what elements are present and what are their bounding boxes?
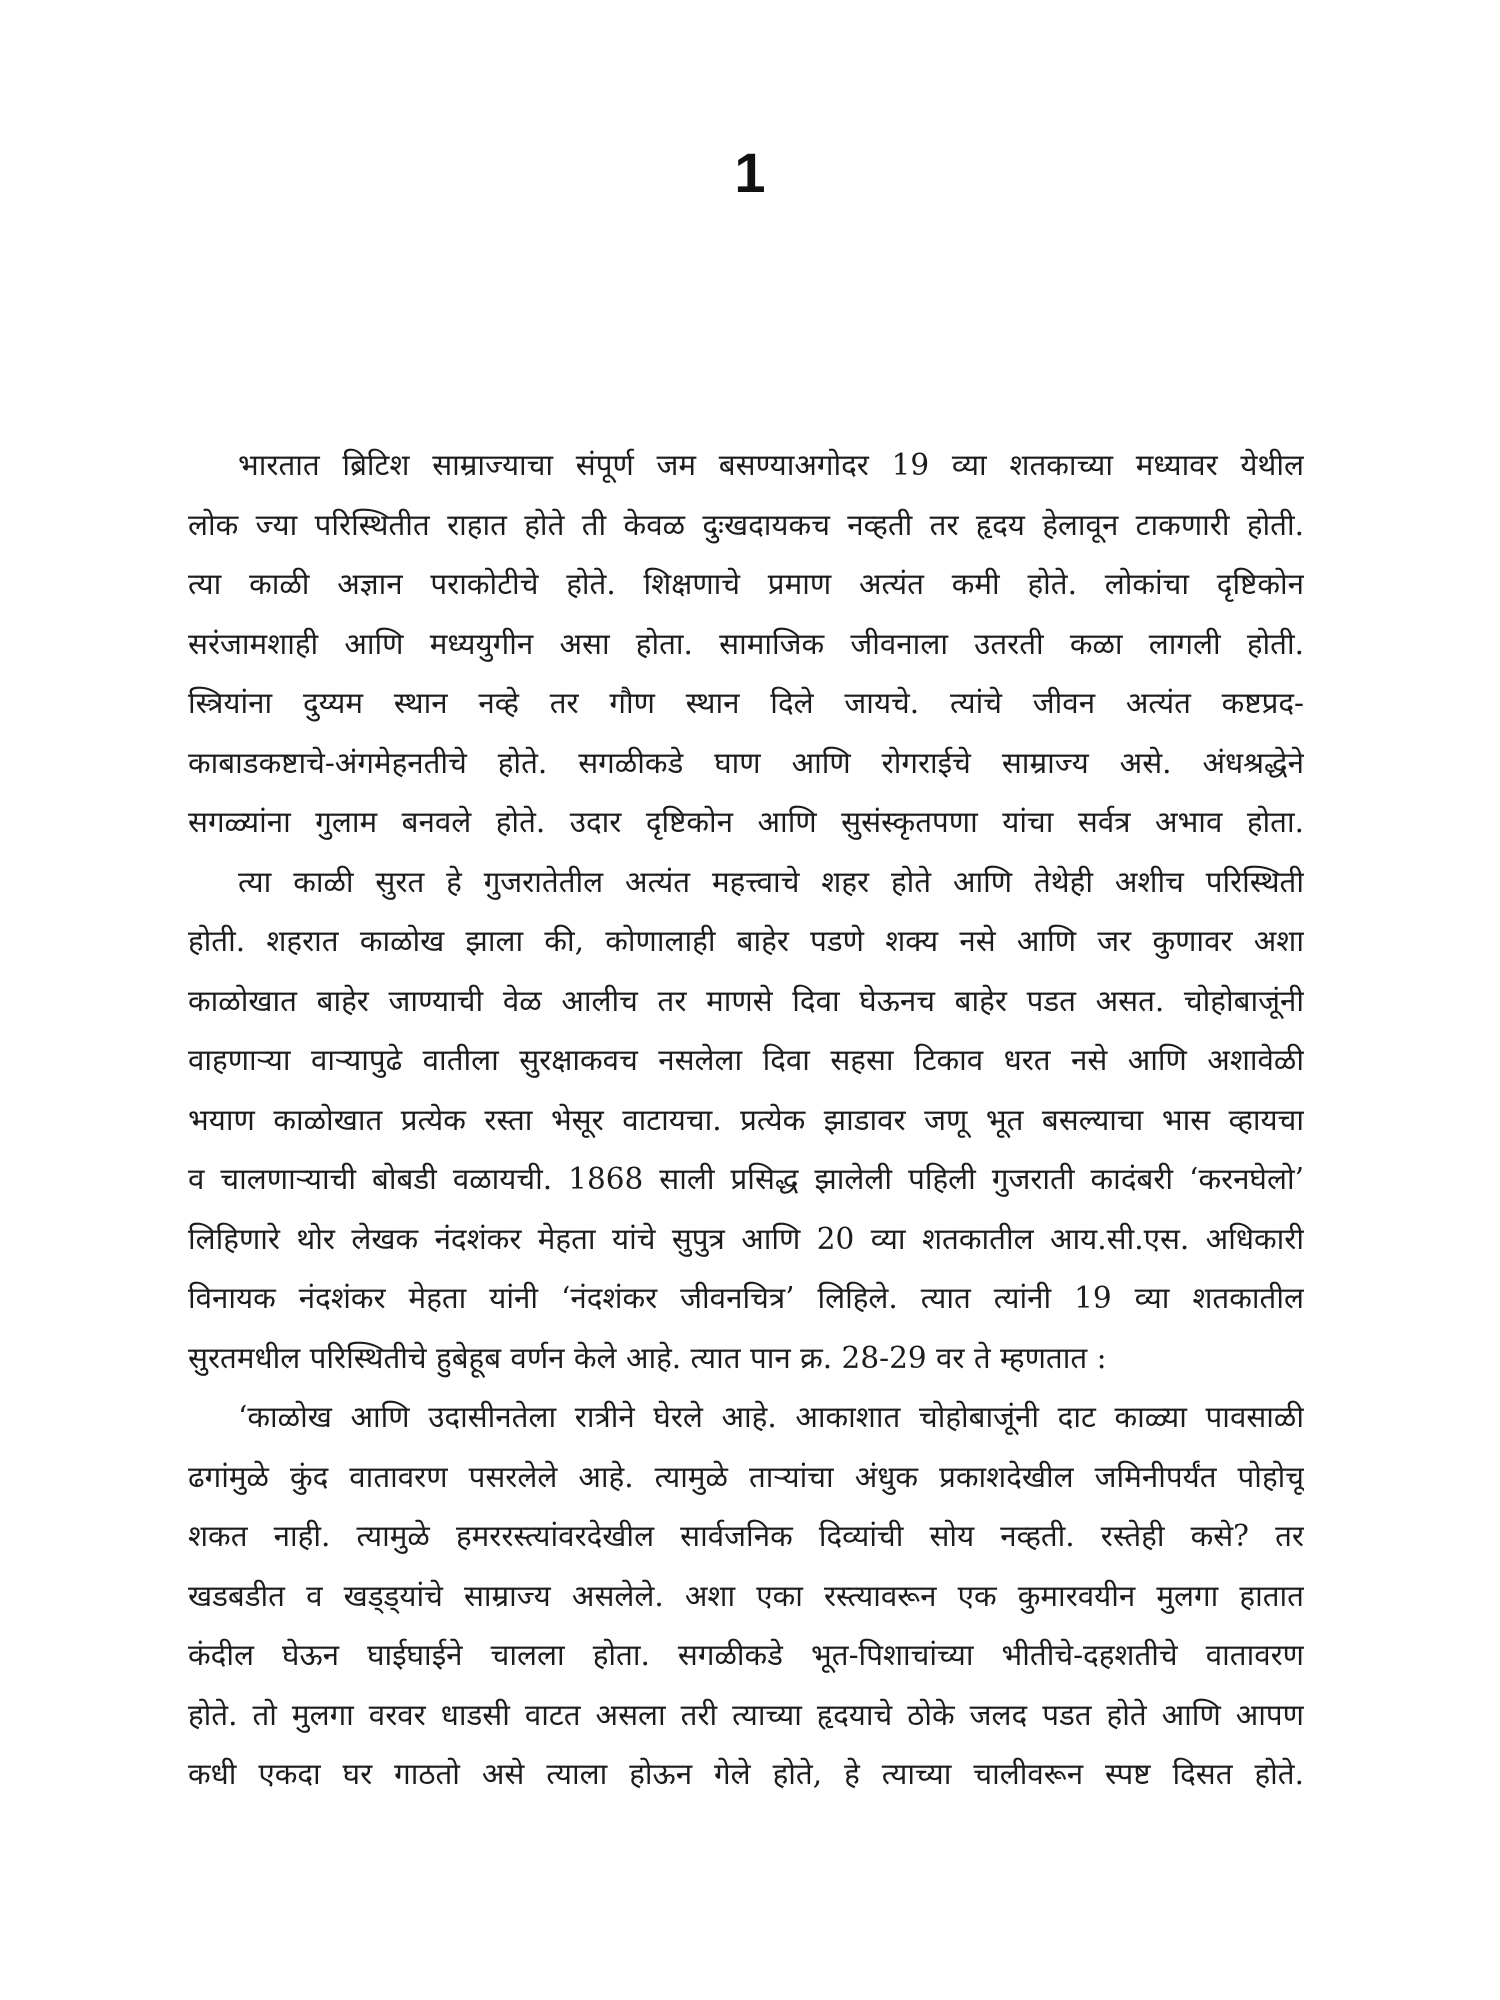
text-line: सुरतमधील परिस्थितीचे हुबेहूब वर्णन केले आहे. त्यात पान क्र. 28-29 वर ते म्हणतात : — [188, 1340, 1107, 1375]
paragraph-2 — [188, 853, 1304, 1389]
paragraph-1 — [188, 436, 1304, 853]
text-line: विनायक नंदशंकर मेहता यांनी ‘नंदशंकर जीवनचित्र’ लिहिले. त्यात त्यांनी 19 व्या शतकातील — [188, 1281, 1304, 1315]
text-line: सगळ्यांना गुलाम बनवले होते. उदार दृष्टिकोन आणि सुसंस्कृतपणा यांचा सर्वत्र अभाव होता. — [188, 805, 1304, 839]
text-line: कधी एकदा घर गाठतो असे त्याला होऊन गेले होते, हे त्याच्या चालीवरून स्पष्ट दिसत होते. — [188, 1757, 1304, 1791]
text-line: व चालणाऱ्याची बोबडी वळायची. 1868 साली प्रसिद्ध झालेली पहिली गुजराती कादंबरी ‘करनघेलो’ — [188, 1162, 1304, 1196]
text-line: स्त्रियांना दुय्यम स्थान नव्हे तर गौण स्थान दिले जायचे. त्यांचे जीवन अत्यंत कष्टप्रद- — [188, 686, 1304, 720]
body-text — [188, 436, 1304, 1805]
text-line: भयाण काळोखात प्रत्येक रस्ता भेसूर वाटायचा. प्रत्येक झाडावर जणू भूत बसल्याचा भास व्हायचा — [188, 1102, 1304, 1137]
text-line: भारतात ब्रिटिश साम्राज्याचा संपूर्ण जम बसण्याअगोदर 19 व्या शतकाच्या मध्यावर येथील — [238, 448, 1304, 482]
text-line: काळोखात बाहेर जाण्याची वेळ आलीच तर माणसे दिवा घेऊनच बाहेर पडत असत. चोहोबाजूंनी — [188, 983, 1304, 1018]
text-line: लोक ज्या परिस्थितीत राहात होते ती केवळ दुःखदायकच नव्हती तर हृदय हेलावून टाकणारी होती. — [188, 507, 1304, 542]
text-line: ‘काळोख आणि उदासीनतेला रात्रीने घेरले आहे. आकाशात चोहोबाजूंनी दाट काळ्या पावसाळी — [238, 1400, 1304, 1434]
chapter-number: 1 — [734, 141, 766, 204]
text-line: कंदील घेऊन घाईघाईने चालला होता. सगळीकडे भूत-पिशाचांच्या भीतीचे-दहशतीचे वातावरण — [188, 1638, 1304, 1672]
text-line: वाहणाऱ्या वाऱ्यापुढे वातीला सुरक्षाकवच नसलेला दिवा सहसा टिकाव धरत नसे आणि अशावेळी — [188, 1043, 1304, 1077]
text-line: खडबडीत व खड्ड्यांचे साम्राज्य असलेले. अशा एका रस्त्यावरून एक कुमारवयीन मुलगा हातात — [188, 1578, 1304, 1613]
text-line: शकत नाही. त्यामुळे हमररस्त्यांवरदेखील सार्वजनिक दिव्यांची सोय नव्हती. रस्तेही कसे? तर — [188, 1519, 1304, 1553]
text-line: त्या काळी अज्ञान पराकोटीचे होते. शिक्षणाचे प्रमाण अत्यंत कमी होते. लोकांचा दृष्टिकोन — [188, 567, 1304, 601]
text-line: ढगांमुळे कुंद वातावरण पसरलेले आहे. त्यामुळे ताऱ्यांचा अंधुक प्रकाशदेखील जमिनीपर्यंत पोहोचू — [188, 1459, 1304, 1494]
text-line: सरंजामशाही आणि मध्ययुगीन असा होता. सामाजिक जीवनाला उतरती कळा लागली होती. — [188, 626, 1304, 661]
text-line: लिहिणारे थोर लेखक नंदशंकर मेहता यांचे सुपुत्र आणि 20 व्या शतकातील आय.सी.एस. अधिकारी — [188, 1221, 1304, 1256]
text-line: होते. तो मुलगा वरवर धाडसी वाटत असला तरी त्याच्या हृदयाचे ठोके जलद पडत होते आणि आपण — [188, 1697, 1304, 1732]
paragraph-3 — [188, 1388, 1304, 1805]
text-line: त्या काळी सुरत हे गुजरातेतील अत्यंत महत्त्वाचे शहर होते आणि तेथेही अशीच परिस्थिती — [238, 864, 1304, 899]
text-line: काबाडकष्टाचे-अंगमेहनतीचे होते. सगळीकडे घाण आणि रोगराईचे साम्राज्य असे. अंधश्रद्धेने — [188, 745, 1304, 780]
text-line: होती. शहरात काळोख झाला की, कोणालाही बाहेर पडणे शक्य नसे आणि जर कुणावर अशा — [188, 924, 1304, 958]
